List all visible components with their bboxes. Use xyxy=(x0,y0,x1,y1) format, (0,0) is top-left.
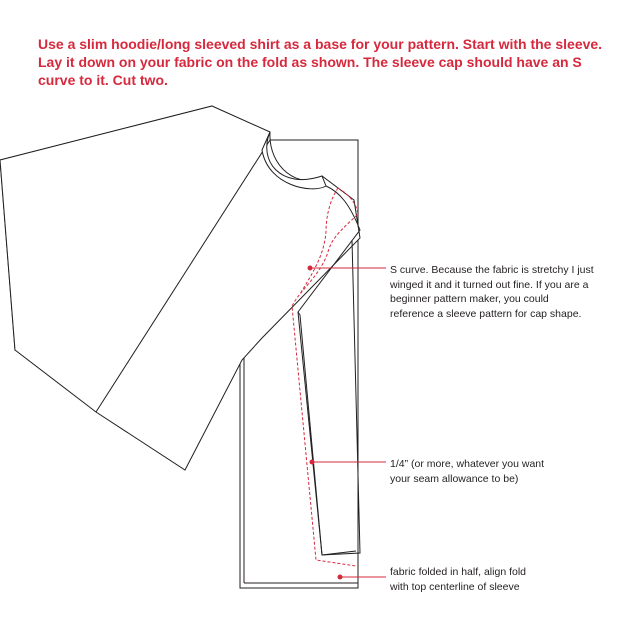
seam-allowance-callout xyxy=(390,457,544,486)
fold-callout xyxy=(390,565,526,594)
s-curve-marker xyxy=(308,266,312,270)
callout-line: beginner pattern maker, you could xyxy=(390,293,549,305)
callout-line: 1/4” (or more, whatever you want xyxy=(390,458,545,470)
callout-line: S curve. Because the fabric is stretchy I just xyxy=(390,264,594,276)
seam-allowance-marker xyxy=(310,460,314,464)
instruction-line: curve to it. Cut two. xyxy=(38,72,168,88)
callout-line: with top centerline of sleeve xyxy=(390,580,520,593)
instruction-line: Lay it down on your fabric on the fold as shown. The sleeve cap should have an S xyxy=(38,54,582,70)
callout-line: winged it and it turned out fine. If you are a xyxy=(390,278,589,291)
callout-line: reference a sleeve pattern for cap shape. xyxy=(390,307,582,320)
s-curve-callout xyxy=(390,263,594,321)
instruction-line: Use a slim hoodie/long sleeved shirt as a base for your pattern. Start with the sleeve. xyxy=(38,36,603,52)
callout-line: fabric folded in half, align fold xyxy=(390,566,527,578)
callout-line: your seam allowance to be) xyxy=(390,472,519,485)
fold-marker xyxy=(338,575,342,579)
